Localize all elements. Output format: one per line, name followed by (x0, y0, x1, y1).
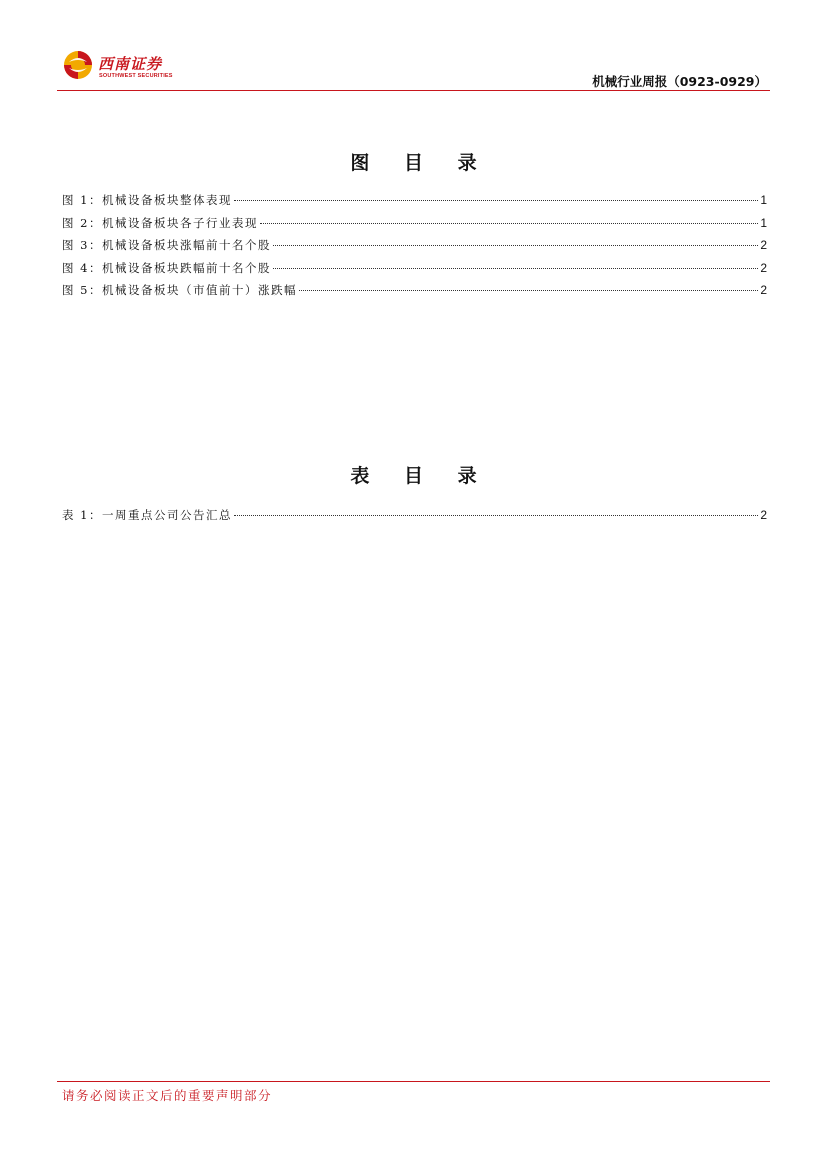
logo-emblem-icon (63, 50, 93, 80)
toc-dot-leader (273, 268, 758, 269)
logo-company-name-en: SOUTHWEST SECURITIES (99, 73, 173, 79)
toc-entry-label: 图 2：机械设备板块各子行业表现 (62, 215, 258, 230)
toc-dot-leader (260, 223, 758, 224)
tables-toc-list (62, 507, 767, 530)
toc-entry-page: 2 (760, 508, 767, 522)
footer-disclaimer: 请务必阅读正文后的重要声明部分 (62, 1088, 273, 1103)
toc-entry-label: 图 3：机械设备板块涨幅前十名个股 (62, 238, 271, 252)
toc-entry-figure-3[interactable] (62, 237, 767, 260)
toc-entry-label: 图 4：机械设备板块跌幅前十名个股 (62, 260, 271, 275)
toc-entry-label: 图 1：机械设备板块整体表现 (62, 193, 232, 207)
toc-dot-leader (299, 290, 758, 291)
toc-dot-leader (234, 200, 758, 201)
logo-company-name: 西南证券 (98, 55, 163, 73)
figures-toc-title: 图 目 录 (350, 152, 491, 174)
toc-dot-leader (234, 515, 758, 516)
footer-divider (57, 1081, 770, 1082)
toc-entry-figure-5[interactable] (62, 282, 767, 305)
toc-dot-leader (273, 245, 758, 246)
figures-toc-list (62, 192, 767, 305)
tables-toc-title: 表 目 录 (350, 465, 491, 487)
toc-entry-table-1[interactable] (62, 507, 767, 530)
report-title: 机械行业周报（0923-0929） (592, 74, 767, 89)
toc-entry-label: 图 5：机械设备板块（市值前十）涨跌幅 (62, 283, 297, 297)
toc-entry-page: 2 (760, 238, 767, 252)
toc-entry-page: 1 (760, 193, 767, 207)
header-divider (57, 90, 770, 91)
toc-entry-page: 2 (760, 283, 767, 297)
company-logo (63, 50, 173, 84)
toc-entry-figure-2[interactable] (62, 215, 767, 238)
toc-entry-label: 表 1：一周重点公司公告汇总 (62, 508, 232, 522)
toc-entry-figure-1[interactable] (62, 192, 767, 215)
toc-entry-page: 1 (760, 215, 767, 230)
toc-entry-page: 2 (760, 260, 767, 275)
toc-entry-figure-4[interactable] (62, 260, 767, 283)
